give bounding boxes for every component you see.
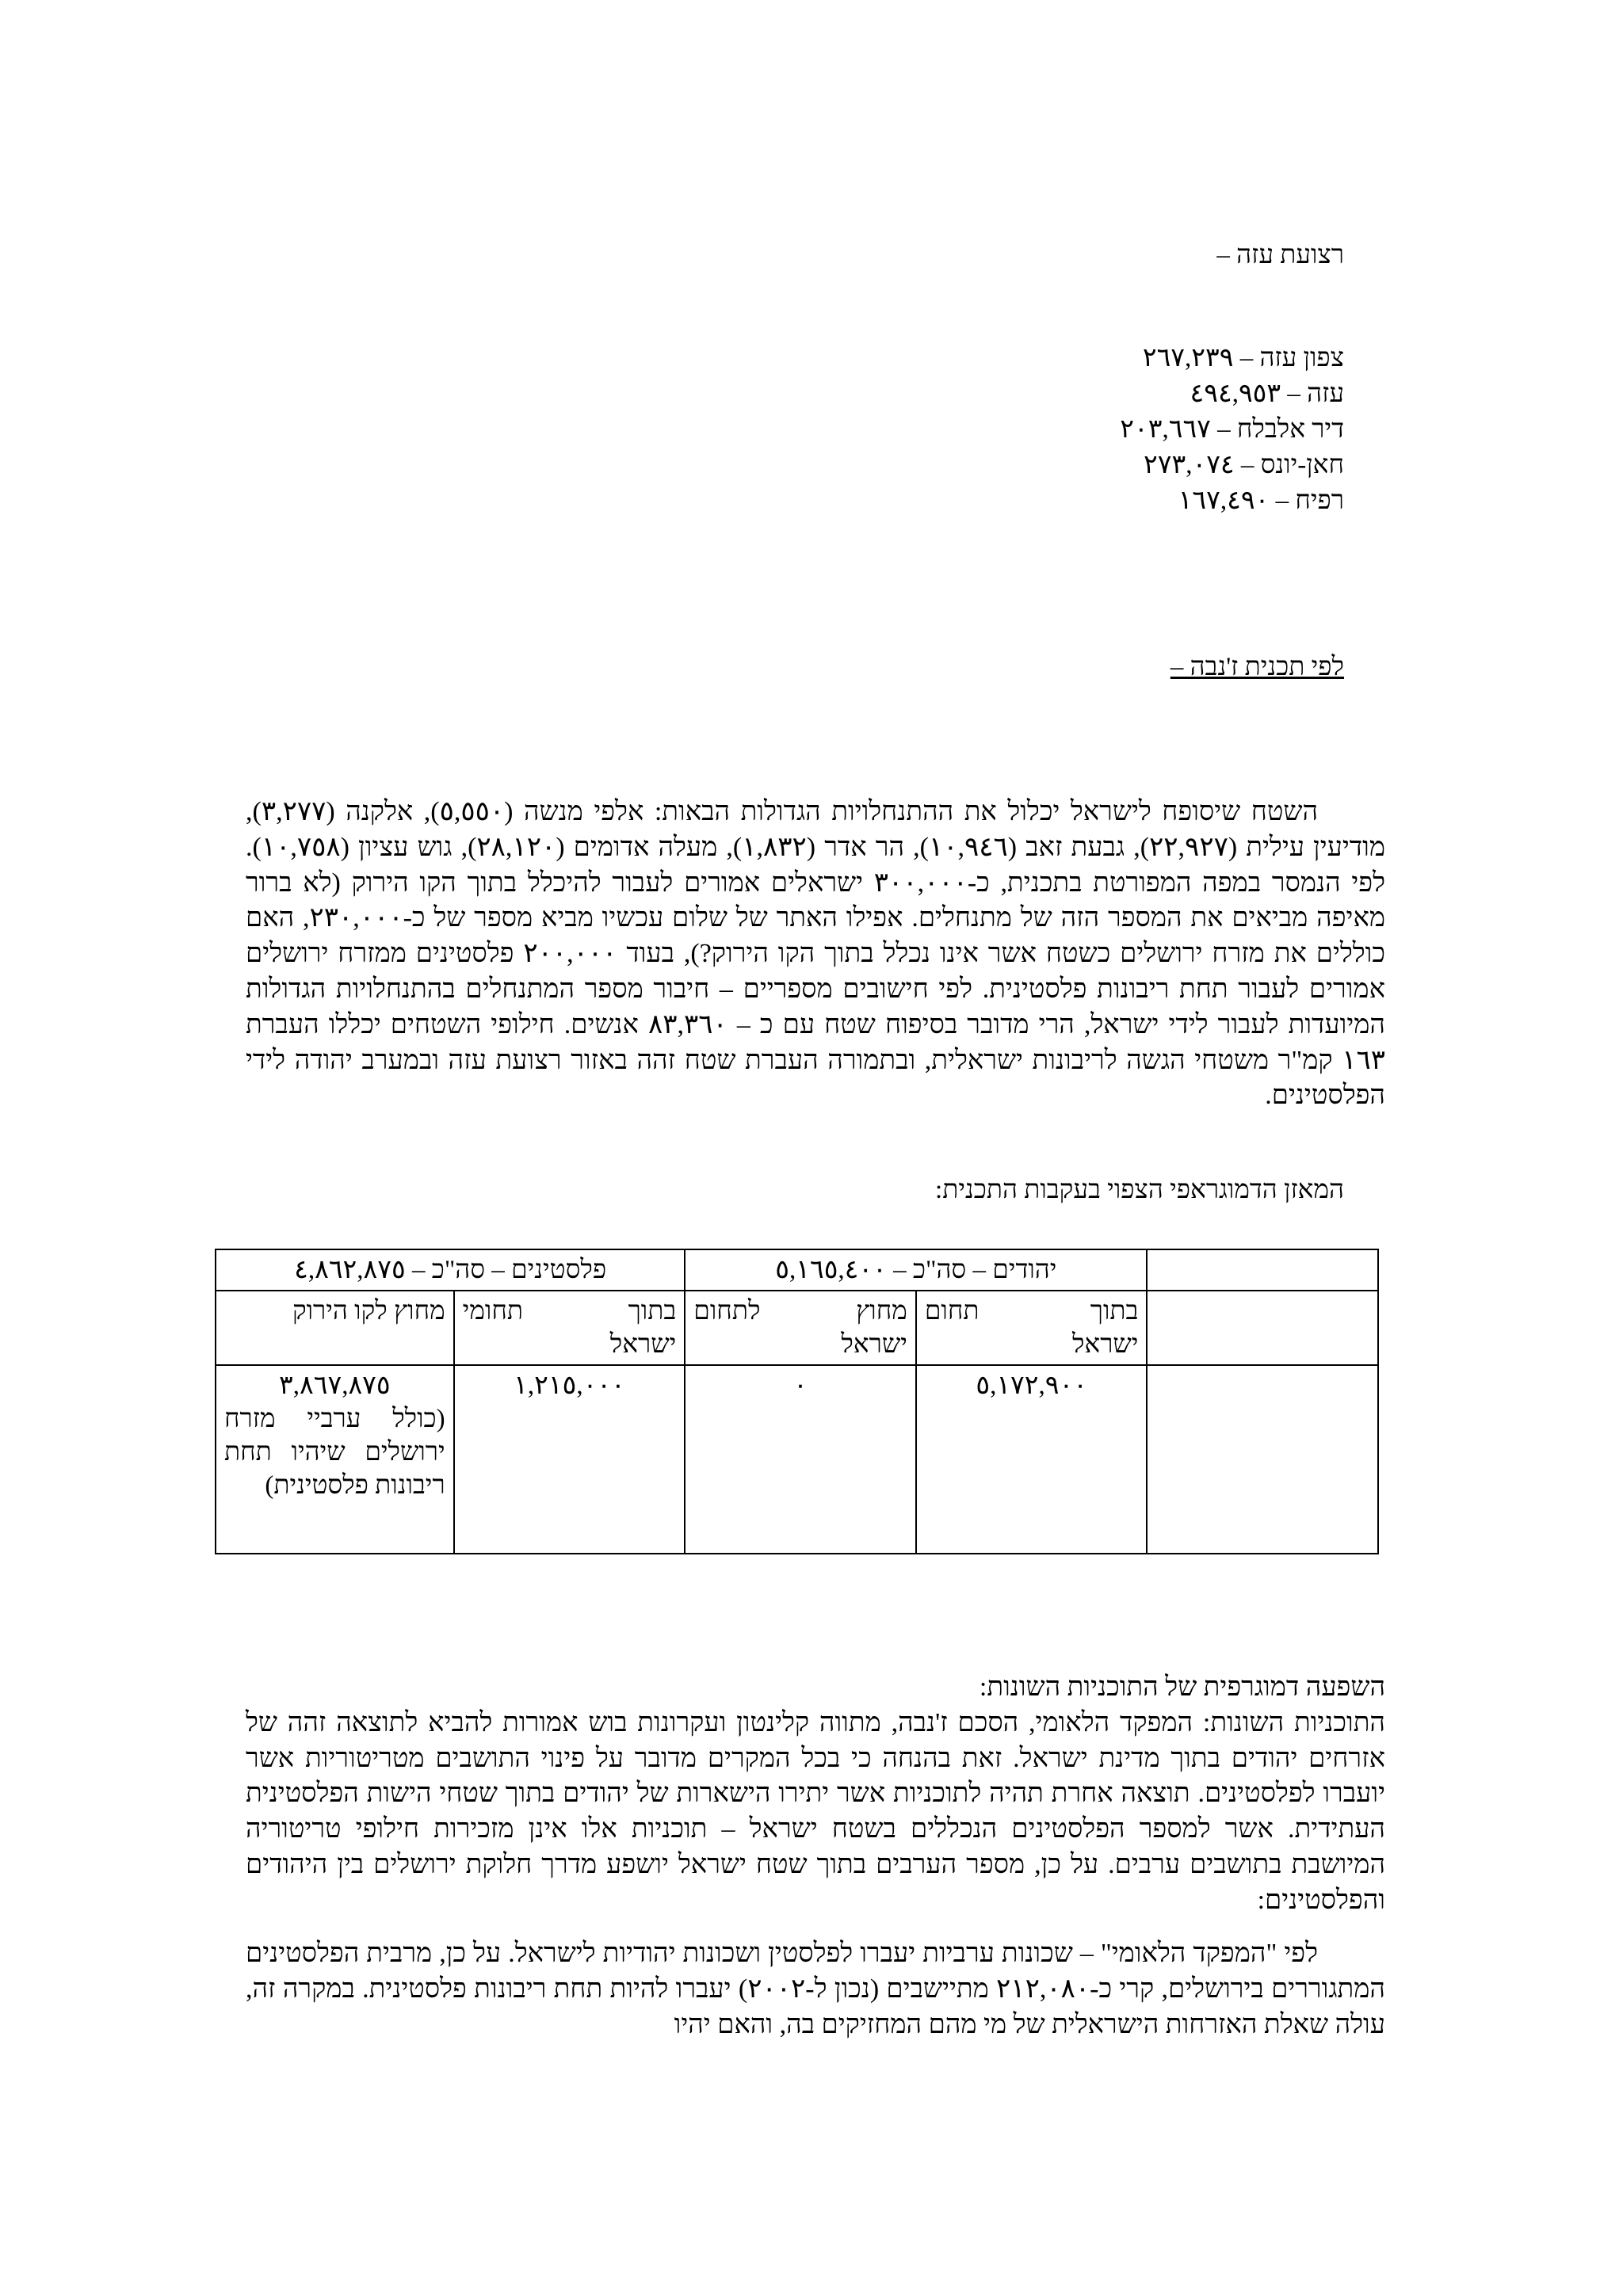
subheader-word: תחומי	[462, 1297, 523, 1325]
gaza-district-list	[1120, 341, 1344, 519]
table-empty-cell	[1147, 1291, 1378, 1365]
subheader-word: תחום	[924, 1297, 980, 1325]
palestinians-inside-header	[454, 1291, 685, 1365]
table-empty-cell	[1147, 1249, 1378, 1291]
jews-inside-value: ٥,١٧٢,٩٠٠	[916, 1365, 1148, 1554]
jews-outside-header	[685, 1291, 916, 1365]
jews-inside-header	[916, 1291, 1148, 1365]
district-row: עזה – ٤٩٤,٩٥٣	[1190, 379, 1344, 408]
district-population: ٢٧٣,٠٧٤	[1144, 451, 1235, 479]
district-population: ٤٩٤,٩٥٣	[1190, 379, 1281, 408]
subheader-word: ישראל	[1071, 1330, 1139, 1359]
district-name: עזה	[1307, 379, 1344, 408]
table-subheader-row	[216, 1291, 1378, 1365]
district-row: רפיח – ١٦٧,٤٩٠	[1178, 486, 1344, 515]
subheader-word: מחוץ	[856, 1297, 907, 1325]
subheader-word: ישראל	[609, 1330, 677, 1359]
table-header-row	[216, 1249, 1378, 1291]
census-paragraph: לפי "המפקד הלאומי" – שכונות ערביות יעברו לפלסטין ושכונות יהודיות לישראל. על כן, מרבית הפלסטינים המתגוררים בירושלים, קרי כ-٢١٢,٠٨٠ מתיישבים (נכון ל-٢٠٠٢) יעברו להיות תחת ריבונות פלסטינית. במקרה זה, עולה שאלת האזרחות הישראלית של מי מהם המחזיקים בה, והאם יהיו	[246, 1939, 1385, 2039]
district-row: צפון עזה – ٢٦٧,٢٣٩	[1142, 344, 1344, 372]
table-empty-cell	[1147, 1365, 1378, 1554]
palestinians-outside-header: מחוץ לקו הירוק	[216, 1291, 454, 1365]
district-population: ٢٠٣,٦٦٧	[1120, 415, 1211, 444]
district-name: דיר אלבלח	[1236, 415, 1344, 444]
district-name: צפון עזה	[1259, 344, 1344, 372]
district-row: דיר אלבלח – ٢٠٣,٦٦٧	[1120, 415, 1344, 444]
annexation-paragraph: השטח שיסופח לישראל יכלול את ההתנחלויות הגדולות הבאות: אלפי מנשה (٥,٥٥٠), אלקנה (٣,٢٧٧), מודיעין עילית (٢٢,٩٢٧), גבעת זאב (١٠,٩٤٦), הר אדר (١,٨٣٢), מעלה אדומים (٢٨,١٢٠), גוש עציון (١٠,٧٥٨). לפי הנמסר במפה המפורטת בתכנית, כ-٣٠٠,٠٠٠ ישראלים אמורים לעבור להיכלל בתוך הקו הירוק (לא ברור מאיפה מביאים את המספר הזה של מתנחלים. אפילו האתר של שלום עכשיו מביא מספר של כ-٢٣٠,٠٠٠, האם כוללים את מזרח ירושלים כשטח אשר אינו נכלל בתוך הקו הירוק?), בעוד ٢٠٠,٠٠٠ פלסטינים ממזרח ירושלים אמורים לעבור תחת ריבונות פלסטינית. לפי חישובים מספריים – חיבור מספר המתנחלים בהתנחלויות הגדולות המיועדות לעבור לידי ישראל, הרי מדובר בסיפוח שטח עם כ – ٨٣,٣٦٠ אנשים. חילופי השטחים יכללו העברת ١٦٣ קמ"ר משטחי הגשה לריבונות ישראלית, ובתמורה העברת שטח זהה באזור רצועת עזה ובמערב יהודה לידי הפלסטינים.	[246, 797, 1386, 1111]
gaza-strip-heading: רצועת עזה –	[1216, 241, 1344, 269]
subheader-word: ישראל	[841, 1330, 907, 1359]
palestinians-outside-value: ٣,٨٦٧,٨٧٥	[279, 1371, 391, 1400]
subheader-word: בתוך	[628, 1297, 677, 1325]
district-population: ١٦٧,٤٩٠	[1178, 486, 1270, 515]
table-values-row	[216, 1365, 1378, 1554]
palestinians-total-header: פלסטינים – סה"כ – ٤,٨٦٢,٨٧٥	[216, 1249, 685, 1291]
district-row: חאן-יונס – ٢٧٣,٠٧٤	[1144, 451, 1344, 479]
impact-heading: השפעה דמוגרפית של התוכניות השונות:	[979, 1672, 1385, 1702]
demographic-balance-heading: המאזן הדמוגראפי הצפוי בעקבות התכנית:	[935, 1176, 1344, 1204]
jews-total-header: יהודים – סה"כ – ٥,١٦٥,٤٠٠	[685, 1249, 1147, 1291]
palestinians-inside-value: ١,٢١٥,٠٠٠	[454, 1365, 685, 1554]
jews-outside-value: ٠	[685, 1365, 916, 1554]
district-name: רפיח	[1295, 486, 1344, 515]
subheader-word: בתוך	[1090, 1297, 1139, 1325]
impact-paragraph: התוכניות השונות: המפקד הלאומי, הסכם ז'נבה, מתווה קלינטון ועקרונות בוש אמורות להביא לתוצאה זהה של אזרחים יהודים בתוך מדינת ישראל. זאת בהנחה כי בכל המקרים מדובר על פינוי התושבים מטריטוריות אשר יועברו לפלסטינים. תוצאה אחרת תהיה לתוכניות אשר יתירו הישארות של יהודים בתוך שטחי הישות הפלסטינית העתידית. אשר למספר הפלסטינים הנכללים בשטח ישראל – תוכניות אלו אינן מזכירות חילופי טריטוריה המיושבת בתושבים ערבים. על כן, מספר הערבים בתוך שטח ישראל יושפע מדרך חלוקת ירושלים בין היהודים והפלסטינים:	[246, 1707, 1385, 1915]
palestinians-outside-cell	[216, 1365, 454, 1554]
subheader-word: לתחום	[693, 1297, 761, 1325]
district-name: חאן-יונס	[1260, 451, 1344, 479]
impact-section	[246, 1670, 1385, 1919]
palestinians-outside-note: (כולל ערביי מזרח ירושלים שיהיו תחת ריבונות פלסטינית)	[224, 1405, 445, 1500]
demographic-balance-table	[215, 1249, 1379, 1554]
geneva-plan-heading: לפי תכנית ז'נבה –	[1170, 653, 1344, 681]
district-population: ٢٦٧,٢٣٩	[1142, 344, 1234, 372]
